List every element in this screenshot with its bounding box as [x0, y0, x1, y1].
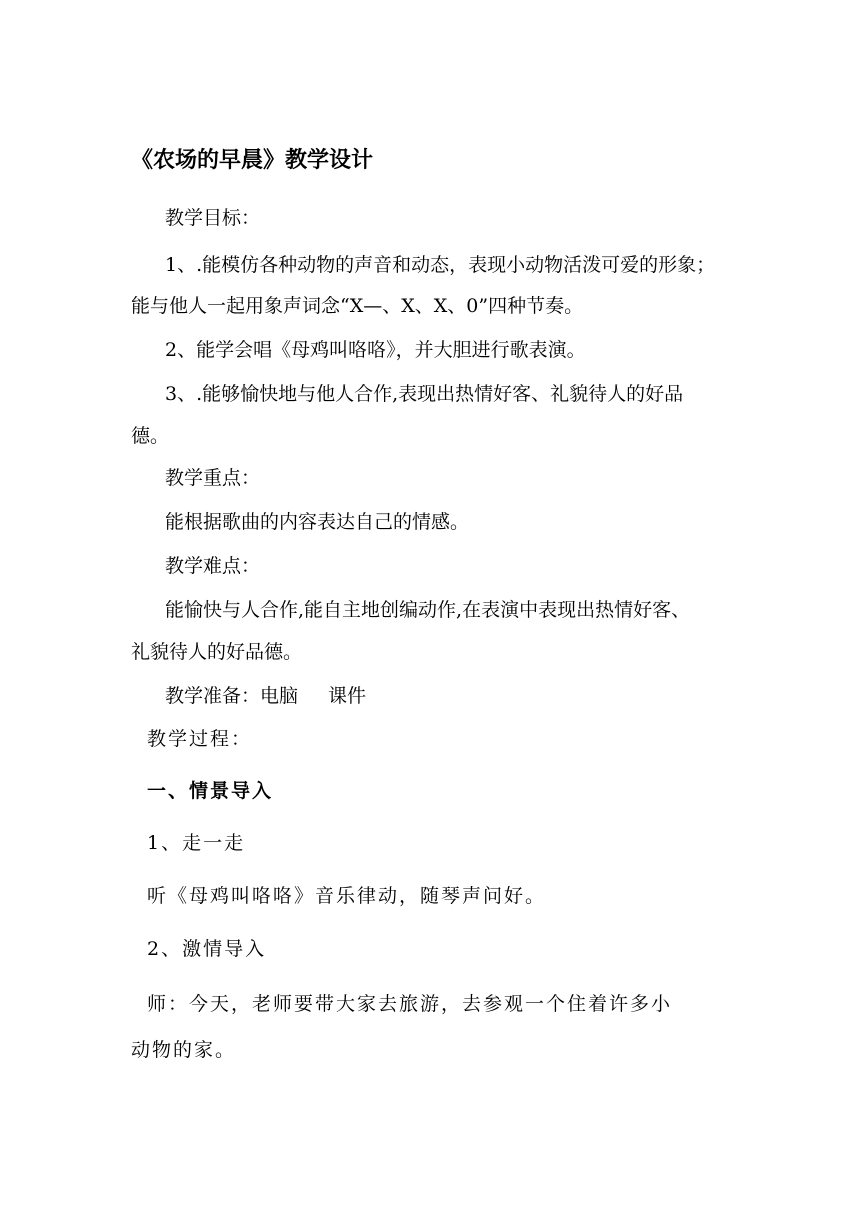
preparation-label: 教学准备：电脑 — [165, 685, 299, 707]
objective-3-line-1: 3、.能够愉快地与他人合作,表现出热情好客、礼貌待人的好品 — [165, 383, 684, 405]
process-heading: 教学过程： — [147, 728, 253, 750]
step-1-heading: 1、走一走 — [147, 832, 246, 854]
difficulties-heading: 教学难点： — [165, 555, 261, 577]
objectives-heading: 教学目标： — [165, 207, 261, 229]
step-1-text: 听《母鸡叫咯咯》音乐律动，随琴声问好。 — [147, 885, 547, 907]
objective-1-line-2: 能与他人一起用象声词念“X—、X、X、0”四种节奏。 — [131, 295, 584, 317]
step-2-line-1: 师：今天，老师要带大家去旅游，去参观一个住着许多小 — [147, 993, 673, 1015]
step-2-heading: 2、激情导入 — [147, 938, 267, 960]
difficulties-line-2: 礼貌待人的好品德。 — [131, 641, 303, 663]
preparation-item: 课件 — [328, 685, 367, 707]
key-points-text: 能根据歌曲的内容表达自己的情感。 — [165, 511, 470, 533]
objective-2: 2、能学会唱《母鸡叫咯咯》，并大胆进行歌表演。 — [165, 339, 586, 361]
key-points-heading: 教学重点： — [165, 467, 261, 489]
objective-1-line-1: 1、.能模仿各种动物的声音和动态，表现小动物活泼可爱的形象； — [165, 254, 716, 276]
step-2-line-2: 动物的家。 — [131, 1039, 237, 1061]
preparation-line — [165, 682, 366, 710]
section-1-heading: 一、情景导入 — [147, 780, 274, 802]
document-title: 《农场的早晨》教学设计 — [131, 148, 374, 173]
difficulties-line-1: 能愉快与人合作,能自主地创编动作,在表演中表现出热情好客、 — [165, 599, 691, 621]
objective-3-line-2: 德。 — [131, 425, 170, 447]
